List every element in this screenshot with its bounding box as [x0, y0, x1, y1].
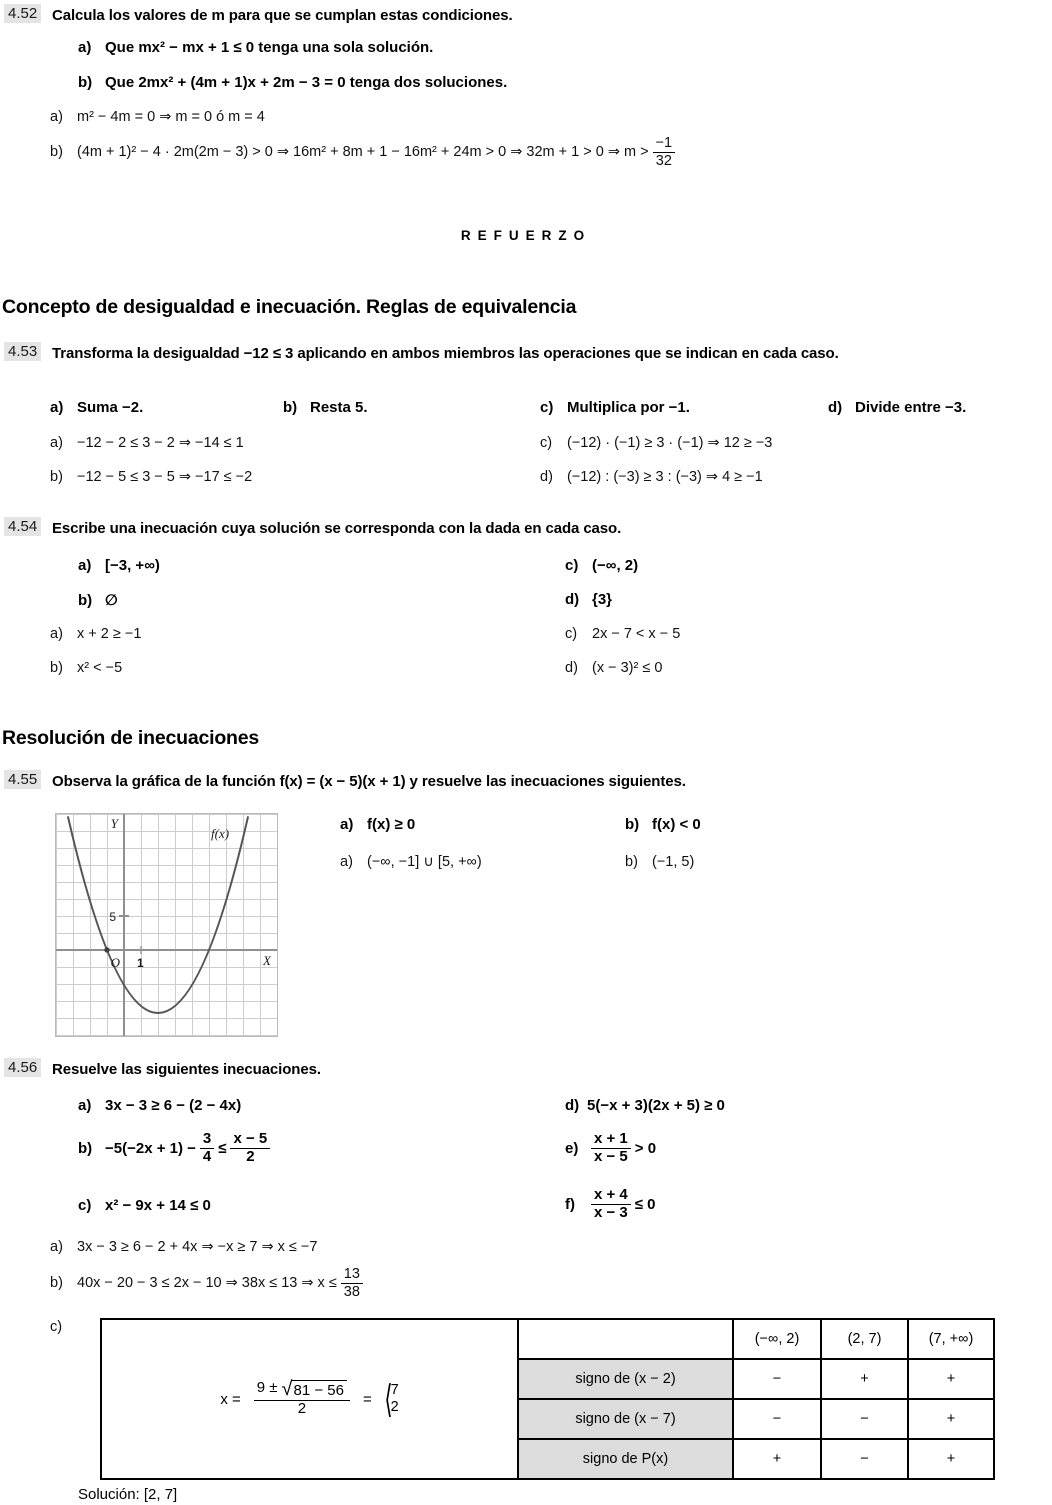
- answer-label: a): [340, 854, 353, 870]
- answer-label: a): [50, 109, 63, 125]
- option-label: b): [78, 74, 93, 91]
- fraction-numerator: −1: [653, 135, 676, 152]
- answer-row: [50, 133, 679, 171]
- answer-label: b): [50, 660, 63, 676]
- option-text: Resta 5.: [310, 399, 368, 416]
- answer-label: d): [540, 469, 553, 485]
- exercise-number-452: 4.52: [4, 4, 41, 23]
- answer-row: [565, 626, 680, 642]
- fraction: [341, 1266, 363, 1299]
- quadratic-formula: [102, 1376, 517, 1421]
- fraction-denominator: 2: [297, 1400, 307, 1417]
- option-row: [565, 1097, 725, 1114]
- option-label: d): [828, 399, 843, 416]
- sign-cell: +: [821, 1359, 908, 1399]
- answer-text: x + 2 ≥ −1: [77, 626, 142, 642]
- fraction: [254, 1380, 350, 1418]
- option-text: Que mx² − mx + 1 ≤ 0 tenga una sola solución.: [105, 39, 434, 56]
- option-row: [78, 1124, 274, 1172]
- row-label: signo de (x − 7): [518, 1399, 733, 1439]
- exercise-number-456: 4.56: [4, 1058, 41, 1077]
- case-value: 7: [390, 1381, 399, 1398]
- option-text: f(x) ≥ 0: [367, 816, 416, 833]
- option-label: c): [565, 557, 579, 574]
- fraction-denominator: 32: [655, 152, 672, 169]
- fraction: [200, 1131, 214, 1166]
- option-row: [340, 816, 415, 833]
- answer-text: m² − 4m = 0 ⇒ m = 0 ó m = 4: [77, 109, 265, 125]
- answer-text: (4m + 1)² − 4 · 2m(2m − 3) > 0 ⇒ 16m² + 8m + 1 − 16m² + 24m > 0 ⇒ 32m + 1 > 0 ⇒ m >: [77, 144, 649, 160]
- answer-label-c: c): [50, 1319, 63, 1335]
- option-text: ∅: [105, 592, 118, 609]
- option-text: −5(−2x + 1) −: [105, 1139, 196, 1157]
- answer-row: [340, 854, 482, 870]
- answer-row: [50, 435, 244, 451]
- option-label: c): [78, 1197, 92, 1214]
- answer-text: 2x − 7 < x − 5: [592, 626, 681, 642]
- row-label: signo de P(x): [518, 1439, 733, 1479]
- answer-label: a): [50, 435, 63, 451]
- option-label: c): [540, 399, 554, 416]
- formula-lhs: x =: [220, 1390, 241, 1408]
- answer-text: (−∞, −1] ∪ [5, +∞): [367, 854, 482, 870]
- fraction-denominator: 2: [246, 1147, 255, 1165]
- option-row: [78, 591, 118, 609]
- option-text: f(x) < 0: [652, 816, 701, 833]
- numerator-prefix: 9 ±: [256, 1379, 278, 1397]
- fraction-numerator: x + 1: [591, 1131, 631, 1149]
- exercise-number-455: 4.55: [4, 770, 41, 789]
- option-text: x² − 9x + 14 ≤ 0: [105, 1197, 211, 1214]
- answer-text: (−12) : (−3) ≥ 3 : (−3) ⇒ 4 ≥ −1: [567, 469, 763, 485]
- answer-label: b): [625, 854, 638, 870]
- fraction-denominator: 38: [343, 1283, 360, 1300]
- row-label: signo de (x − 2): [518, 1359, 733, 1399]
- answer-row: [50, 1239, 317, 1255]
- option-label: a): [78, 557, 92, 574]
- section-banner-refuerzo: REFUERZO: [460, 228, 592, 243]
- answer-text: 3x − 3 ≥ 6 − 2 + 4x ⇒ −x ≥ 7 ⇒ x ≤ −7: [77, 1239, 318, 1255]
- option-text: Divide entre −3.: [855, 399, 967, 416]
- option-label: b): [78, 592, 93, 609]
- y-tick-label: 5: [109, 910, 116, 924]
- answer-label: c): [565, 626, 578, 642]
- answer-label: a): [50, 626, 63, 642]
- option-row: [565, 1180, 656, 1228]
- section-heading-resolucion: Resolución de inecuaciones: [2, 727, 260, 749]
- origin-label: O: [110, 955, 120, 970]
- blank-header-cell: [518, 1319, 733, 1359]
- x-tick-label: 1: [137, 956, 144, 970]
- sign-cell: −: [821, 1439, 908, 1479]
- option-row: [78, 39, 433, 56]
- sign-cell: −: [821, 1399, 908, 1439]
- answer-row: [50, 660, 122, 676]
- interval-header: (2, 7): [821, 1319, 908, 1359]
- sign-cell: +: [908, 1439, 994, 1479]
- answer-row: [540, 435, 772, 451]
- answer-label: b): [50, 469, 63, 485]
- option-label: a): [340, 816, 354, 833]
- option-row: [565, 557, 638, 574]
- fraction-denominator: x − 3: [594, 1203, 628, 1221]
- exercise-statement-454: Escribe una inecuación cuya solución se corresponda con la dada en cada caso.: [52, 520, 622, 537]
- case-value: 2: [390, 1399, 399, 1415]
- sign-cell: −: [733, 1359, 821, 1399]
- option-text: ≤ 0: [634, 1195, 656, 1213]
- option-text: 3x − 3 ≥ 6 − (2 − 4x): [105, 1097, 242, 1114]
- fraction: [653, 135, 676, 168]
- option-row: [565, 1124, 656, 1172]
- option-text: > 0: [634, 1139, 657, 1157]
- y-axis-label: Y: [110, 816, 118, 831]
- option-label: e): [565, 1139, 579, 1157]
- fraction: [591, 1131, 631, 1166]
- answer-row: [50, 469, 252, 485]
- option-label: b): [78, 1139, 93, 1157]
- parabola-curve: [68, 816, 248, 1013]
- cases-brace: ⟨: [384, 1376, 393, 1421]
- answer-text: −12 − 5 ≤ 3 − 5 ⇒ −17 ≤ −2: [77, 469, 253, 485]
- square-root: [282, 1380, 347, 1400]
- parabola-graph: [55, 813, 278, 1037]
- option-row: [828, 399, 966, 416]
- fraction: [591, 1187, 631, 1222]
- interval-header: (7, +∞): [908, 1319, 994, 1359]
- answer-row: [50, 1261, 367, 1305]
- option-label: a): [78, 1097, 92, 1114]
- option-row: [78, 74, 507, 91]
- option-row: [78, 1197, 211, 1214]
- exercise-number-453: 4.53: [4, 342, 41, 361]
- option-label: d): [565, 591, 580, 608]
- fraction-numerator: 13: [341, 1266, 363, 1283]
- answer-text: −12 − 2 ≤ 3 − 2 ⇒ −14 ≤ 1: [77, 435, 244, 451]
- option-text: Que 2mx² + (4m + 1)x + 2m − 3 = 0 tenga dos soluciones.: [105, 74, 508, 91]
- answer-text: (x − 3)² ≤ 0: [592, 660, 663, 676]
- option-label: b): [625, 816, 640, 833]
- fraction-numerator: 3: [200, 1131, 214, 1149]
- exercise-statement-455: Observa la gráfica de la función f(x) = (x − 5)(x + 1) y resuelve las inecuaciones siguientes.: [52, 773, 686, 790]
- answer-text: (−1, 5): [652, 854, 695, 870]
- parabola-plot: [56, 814, 277, 1036]
- fraction-numerator: x + 4: [591, 1187, 631, 1205]
- solution-text: Solución: [2, 7]: [78, 1486, 178, 1503]
- radicand: 81 − 56: [291, 1380, 347, 1400]
- sign-table: [100, 1318, 995, 1480]
- answer-text: 40x − 20 − 3 ≤ 2x − 10 ⇒ 38x ≤ 13 ⇒ x ≤: [77, 1275, 337, 1291]
- fraction: [230, 1131, 270, 1166]
- option-text: (−∞, 2): [592, 557, 639, 574]
- sign-cell: −: [733, 1399, 821, 1439]
- fraction-denominator: x − 5: [594, 1147, 628, 1165]
- interval-header: (−∞, 2): [733, 1319, 821, 1359]
- exercise-number-454: 4.54: [4, 517, 41, 536]
- sign-cell: +: [908, 1359, 994, 1399]
- fraction-numerator: x − 5: [230, 1131, 270, 1149]
- answer-row: [50, 109, 265, 125]
- option-row: [565, 591, 612, 608]
- option-label: d): [565, 1097, 580, 1114]
- option-row: [540, 399, 690, 416]
- table-header-row: [101, 1319, 994, 1359]
- sign-cell: +: [908, 1399, 994, 1439]
- answer-label: b): [50, 1275, 63, 1291]
- option-label: b): [283, 399, 298, 416]
- option-label: a): [50, 399, 64, 416]
- answer-label: a): [50, 1239, 63, 1255]
- answer-row: [565, 660, 662, 676]
- curve-label: f(x): [211, 826, 230, 841]
- solution-cases: [381, 1376, 399, 1421]
- root-point: [104, 947, 109, 952]
- formula-cell: [101, 1319, 518, 1479]
- fraction-denominator: 4: [202, 1147, 212, 1165]
- option-text: Multiplica por −1.: [567, 399, 690, 416]
- answer-label: c): [540, 435, 553, 451]
- answer-row: [50, 626, 141, 642]
- option-text: {3}: [592, 591, 613, 608]
- exercise-statement-456: Resuelve las siguientes inecuaciones.: [52, 1061, 321, 1078]
- equals-sign: =: [362, 1390, 372, 1408]
- answer-row: [625, 854, 694, 870]
- x-axis-label: X: [263, 953, 271, 968]
- option-row: [283, 399, 368, 416]
- option-row: [625, 816, 701, 833]
- fraction-numerator: [254, 1380, 350, 1401]
- option-text: Suma −2.: [77, 399, 144, 416]
- option-text: 5(−x + 3)(2x + 5) ≥ 0: [587, 1097, 725, 1114]
- option-row: [50, 399, 143, 416]
- sign-cell: +: [733, 1439, 821, 1479]
- relation-sign: ≤: [218, 1139, 227, 1157]
- answer-text: x² < −5: [77, 660, 123, 676]
- option-label: f): [565, 1195, 575, 1213]
- answer-text: (−12) · (−1) ≥ 3 · (−1) ⇒ 12 ≥ −3: [567, 435, 773, 451]
- option-text: [−3, +∞): [105, 557, 160, 574]
- option-row: [78, 557, 160, 574]
- exercise-statement-452: Calcula los valores de m para que se cumplan estas condiciones.: [52, 7, 513, 24]
- answer-row: [540, 469, 763, 485]
- answer-label: d): [565, 660, 578, 676]
- section-heading-equivalencia: Concepto de desigualdad e inecuación. Reglas de equivalencia: [2, 296, 577, 318]
- radical-sign: √: [281, 1378, 293, 1401]
- option-label: a): [78, 39, 92, 56]
- answer-label: b): [50, 144, 63, 160]
- option-row: [78, 1097, 241, 1114]
- exercise-statement-453: Transforma la desigualdad −12 ≤ 3 aplicando en ambos miembros las operaciones que se indican en cada caso.: [52, 345, 839, 362]
